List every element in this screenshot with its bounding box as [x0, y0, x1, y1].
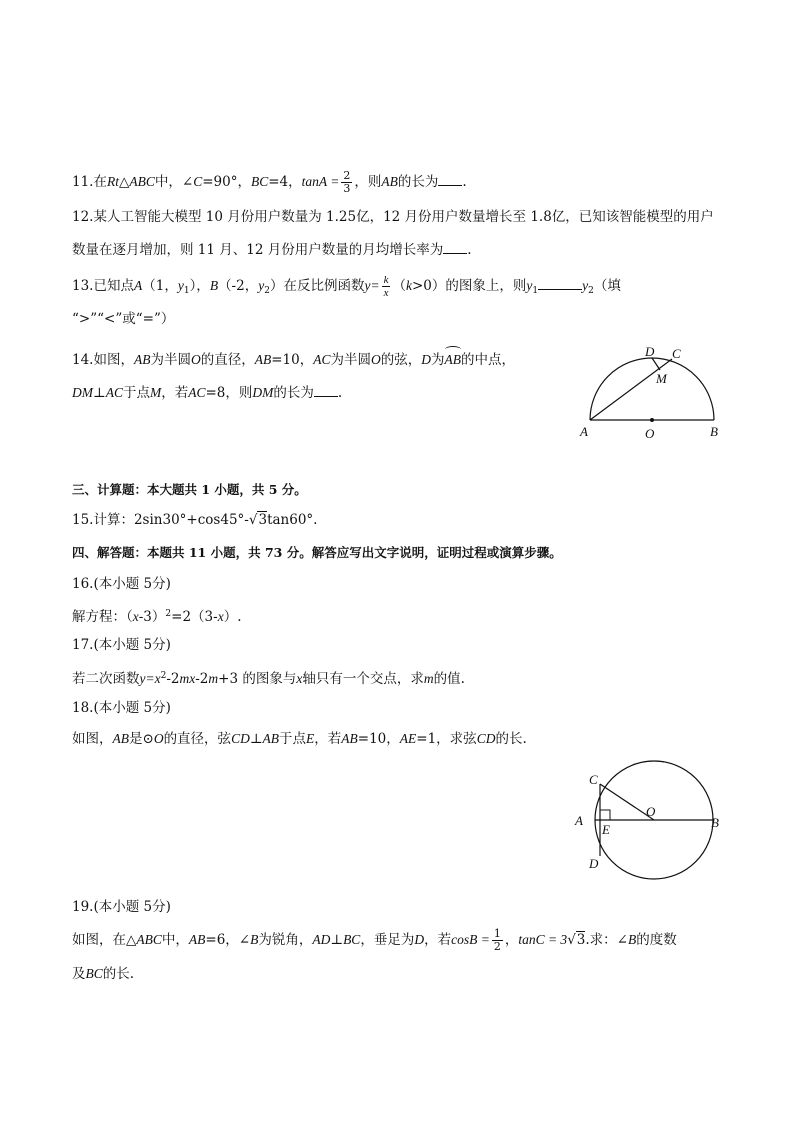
- q18-text: AE: [399, 731, 417, 746]
- question-16-header: [72, 574, 171, 594]
- q14-text: 14.如图，: [72, 352, 134, 368]
- q17-text: -2: [195, 671, 209, 687]
- q16-text: -3）: [138, 609, 166, 625]
- q14-text: =8，则: [205, 385, 253, 401]
- q19-text: =6，∠: [205, 932, 251, 948]
- q17-text: m: [423, 671, 434, 686]
- q14-text: O: [371, 352, 381, 367]
- q14-text: 的中点，: [461, 352, 515, 368]
- q18-text: CD: [476, 731, 496, 746]
- question-13-line1: [72, 274, 621, 301]
- q14-text: AC: [188, 385, 206, 400]
- q13-text: y: [582, 278, 589, 293]
- q14-text: AC: [313, 352, 331, 367]
- question-15: 15.计算：2sin30°+cos45°-√3tan60°.: [72, 512, 318, 528]
- q19-text: D: [414, 932, 425, 947]
- q14-text: 的直径，: [200, 352, 255, 368]
- q16-text: 解方程：（: [72, 609, 133, 625]
- q18-text: AB: [112, 731, 129, 746]
- circle-figure: [570, 758, 730, 884]
- question-14-line1: [72, 346, 515, 370]
- fraction-numerator: k: [383, 274, 389, 286]
- q18-text: 如图，: [72, 731, 113, 747]
- q11-text: 的长为: [397, 174, 439, 190]
- q13-subscript: 2: [264, 286, 270, 296]
- q16-header-text: 16.(本小题 5分): [72, 576, 171, 592]
- fraction-numerator: 1: [493, 927, 501, 940]
- q19-text: B: [250, 932, 259, 947]
- question-19-header: [72, 897, 171, 917]
- q19-text: ，: [504, 932, 519, 948]
- q11-text: BC: [250, 174, 269, 189]
- label-m: M: [656, 371, 667, 386]
- q13-text: ），: [189, 278, 210, 294]
- label-c: C: [589, 772, 598, 787]
- q13-text: A: [133, 278, 143, 293]
- q13-text: 13.已知点: [72, 278, 134, 294]
- answer-blank: [314, 384, 338, 397]
- q17-header-text: 17.(本小题 5分): [72, 637, 171, 653]
- question-18-header: [72, 698, 171, 718]
- semicircle-figure: [576, 340, 736, 446]
- segment-dm: [652, 358, 660, 370]
- q11-text: .: [462, 174, 467, 190]
- arc-ab: AB: [445, 346, 462, 370]
- section-3-heading: [72, 480, 307, 500]
- q18-header-text: 18.(本小题 5分): [72, 700, 171, 716]
- label-a: A: [580, 424, 588, 439]
- q14-text: AB: [254, 352, 272, 367]
- q19-text: ⊥: [330, 932, 344, 948]
- label-e: E: [602, 822, 610, 837]
- q19-text: 如图，在△: [72, 932, 137, 948]
- q17-text: 轴只有一个交点，求: [302, 671, 424, 687]
- question-19-line1: 如图，在△ABC中，AB=6，∠B为锐角，AD⊥BC，垂足为D，若cosB = $\frac{1}{2}$ ，tanC = 3√3.求：∠B的度数: [72, 927, 677, 953]
- fraction-denominator: x: [383, 287, 389, 299]
- question-17-body: [72, 666, 465, 689]
- q17-superscript: 2: [160, 671, 167, 681]
- q14-text: DM: [252, 385, 274, 400]
- question-12-line1: [72, 207, 714, 227]
- q14-text: AC: [105, 385, 123, 400]
- q18-text: 于点: [279, 731, 307, 747]
- q13-text: >0）的图象上，则: [411, 278, 527, 294]
- label-c: C: [672, 346, 681, 361]
- fraction-denominator: 2: [493, 940, 501, 953]
- label-b: B: [710, 424, 718, 439]
- q14-text: ，若: [161, 385, 189, 401]
- q11-text: =4，: [268, 174, 302, 190]
- q18-text: AB: [341, 731, 358, 746]
- q11-text: =90°，: [202, 174, 251, 190]
- q19-text: ，若: [424, 932, 452, 948]
- answer-blank: [443, 241, 467, 254]
- q14-text: AB: [133, 352, 151, 367]
- question-16-body: [72, 604, 242, 627]
- q13-text: ）在反比例函数: [269, 278, 365, 294]
- question-12-line2: [72, 240, 472, 260]
- q13-text: y: [526, 278, 533, 293]
- q11-formula: tanA =: [301, 174, 340, 189]
- q11-text: Rt△ABC: [106, 174, 155, 189]
- q18-text: E: [306, 731, 315, 746]
- q14-text: 于点: [122, 385, 150, 401]
- q19-formula: cosB =: [451, 932, 490, 947]
- q11-number: 11.: [72, 174, 94, 190]
- q19-text: AB: [188, 932, 206, 947]
- center-point-o: [650, 418, 654, 422]
- q16-text: x: [132, 609, 139, 624]
- q16-text: =2（3-: [171, 609, 218, 625]
- fraction-numerator: 2: [343, 169, 351, 182]
- q11-fraction: [341, 170, 352, 195]
- q18-text: 的长.: [495, 731, 527, 747]
- q19-text: BC: [85, 966, 103, 981]
- q17-text: -2: [166, 671, 180, 687]
- q14-text: 的弦，: [380, 352, 422, 368]
- right-angle-mark: [600, 810, 610, 820]
- q18-text: 的直径，弦: [163, 731, 232, 747]
- q19-text: ABC: [136, 932, 162, 947]
- q11-text: C: [193, 174, 203, 189]
- question-19-line2: [72, 964, 134, 984]
- q13-text: （: [392, 278, 406, 294]
- question-18-body: [72, 729, 527, 749]
- q19-text: AD: [312, 932, 331, 947]
- question-11: [72, 170, 467, 195]
- q14-text: 为半圆: [330, 352, 371, 368]
- q13-text: y=: [364, 278, 380, 293]
- q17-text: mx: [179, 671, 196, 686]
- q14-text: 的长为: [273, 385, 314, 401]
- q11-text: AB: [381, 174, 398, 189]
- q14-text: 为: [431, 352, 445, 368]
- label-a: A: [575, 813, 583, 828]
- semicircle-arc: [590, 358, 714, 420]
- q14-text: =10，: [271, 352, 314, 368]
- q14-text: M: [149, 385, 162, 400]
- q11-text: 中，∠: [154, 174, 194, 190]
- label-b: B: [711, 815, 719, 830]
- q15-radicand: 3: [258, 512, 268, 528]
- label-d: D: [645, 344, 655, 359]
- q17-text: x: [296, 671, 303, 686]
- q13-text: B: [209, 278, 219, 293]
- q17-text: m: [208, 671, 219, 686]
- q18-text: ⊥: [249, 731, 263, 747]
- section-4-text: 四、解答题：本题共 11 小题，共 73 分。解答应写出文字说明，证明过程或演算步骤。: [72, 545, 562, 560]
- section-4-heading: [72, 543, 562, 563]
- q13-text: （填: [593, 278, 621, 294]
- q14-text: 为半圆: [150, 352, 191, 368]
- question-13-line2: [72, 309, 174, 329]
- q13-subscript: 2: [588, 286, 594, 296]
- q13-subscript: 1: [183, 286, 190, 296]
- q17-text: 若二次函数: [72, 671, 140, 687]
- q18-text: CD: [231, 731, 250, 746]
- q17-text: 的值.: [433, 671, 465, 687]
- q18-text: =1，求弦: [416, 731, 477, 747]
- q16-superscript: 2: [165, 609, 172, 619]
- fraction-denominator: 3: [343, 182, 351, 195]
- q12-text: 数量在逐月增加，则 11 月、12 月份用户数量的月均增长率为: [72, 242, 444, 258]
- q12-text: 12.某人工智能大模型 10 月份用户数量为 1.25亿，12 月份用户数量增长至 1.8亿，已知该智能模型的用户: [72, 209, 714, 225]
- q19-text: 的度数: [636, 932, 677, 948]
- q19-header-text: 19.(本小题 5分): [72, 899, 171, 915]
- q14-text: O: [190, 352, 201, 367]
- q19-text: BC: [343, 932, 361, 947]
- q18-text: AB: [262, 731, 280, 746]
- q15-text: 15.计算：2sin30°+cos45°-: [72, 512, 249, 528]
- section-3-text: 三、计算题：本大题共 1 小题，共 5 分。: [72, 482, 307, 497]
- q16-text: x: [217, 609, 224, 624]
- q19-text: 及: [72, 966, 86, 982]
- q19-text: ，垂足为: [360, 932, 415, 948]
- q19-text: B: [628, 932, 637, 947]
- q13-text: k: [405, 278, 412, 293]
- q19-text: 的长.: [102, 966, 135, 982]
- q16-text: ）.: [223, 609, 242, 625]
- q13-text: （-2，: [218, 278, 259, 294]
- label-o: O: [645, 426, 655, 441]
- q15-text: tan60°.: [267, 512, 318, 528]
- q19-text: 中，: [161, 932, 189, 948]
- answer-blank: [538, 277, 582, 290]
- q11-text: 在: [93, 174, 107, 190]
- q13-text: y: [258, 278, 265, 293]
- question-17-header: [72, 635, 171, 655]
- q17-text: +3 的图象与: [218, 671, 297, 687]
- q19-text: 为锐角，: [258, 932, 313, 948]
- answer-blank: [438, 173, 462, 186]
- label-o: O: [646, 804, 656, 819]
- q11-text: ，则: [354, 174, 382, 190]
- q14-text: D: [421, 352, 431, 367]
- q12-text: .: [467, 242, 472, 258]
- q18-text: 是⊙: [129, 731, 154, 747]
- q18-text: ，若: [314, 731, 342, 747]
- q13-text: y: [177, 278, 184, 293]
- q13-subscript: 1: [532, 286, 539, 296]
- q19-fraction: [492, 928, 503, 953]
- q19-text: .求：∠: [585, 932, 628, 948]
- q14-text: DM: [72, 385, 93, 400]
- q14-text: ⊥: [93, 385, 106, 401]
- q17-text: y=x: [139, 671, 161, 686]
- chord-ac: [590, 359, 672, 420]
- q18-text: O: [153, 731, 164, 746]
- q18-text: =10，: [357, 731, 400, 747]
- question-14-line2: [72, 383, 342, 403]
- q13-text: （1，: [142, 278, 178, 294]
- q13-fraction: [382, 274, 391, 299]
- q19-formula: tanC = 3: [518, 932, 568, 947]
- label-d: D: [589, 856, 599, 871]
- q13-text: “>”“<”或“=”）: [72, 311, 175, 327]
- q14-text: .: [337, 385, 343, 401]
- q19-radicand: 3: [576, 932, 586, 948]
